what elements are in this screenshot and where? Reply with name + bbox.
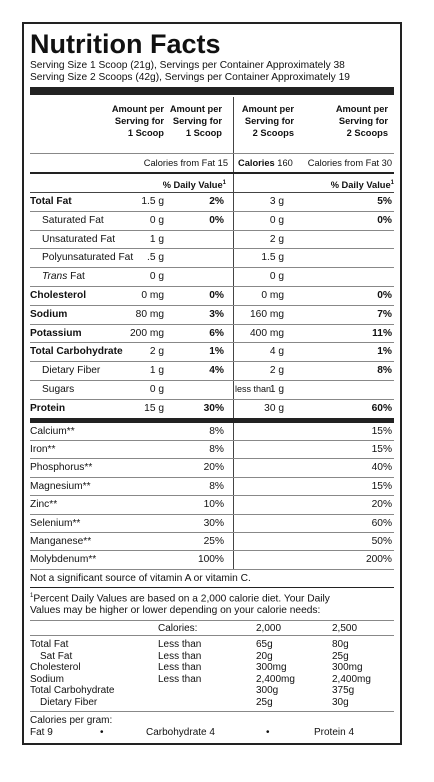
mineral-name: Phosphorus** [30, 462, 93, 474]
nutrient-amount-1: .5 g [147, 252, 164, 264]
cpg-bullet-1: • [100, 726, 104, 738]
mineral-name: Zinc** [30, 499, 58, 511]
cpg-fat: Fat 9 [30, 726, 53, 738]
dv-table-2000: 300mg [256, 662, 287, 674]
nutrient-amount-1: 0 g [149, 271, 164, 283]
dv-table-cal-2000: 2,000 [256, 623, 282, 635]
nutrient-row [30, 249, 394, 268]
dv-table-2000: 300g [256, 685, 279, 697]
nutrient-amount-2: 0 g [269, 214, 284, 226]
nutrient-amount-2: 0 mg [261, 289, 284, 301]
serving-size-2: Serving Size 2 Scoops (42g), Servings per Container Approximately 19 [30, 72, 350, 83]
nutrient-amount-1: 1 g [149, 233, 164, 245]
mineral-dv-2: 60% [371, 517, 392, 529]
header-col-2: Amount per Serving for 1 Scoop [169, 104, 222, 138]
mineral-dv-2: 50% [371, 535, 392, 547]
nutrient-name: Trans Fat [42, 271, 85, 283]
dv-table-2500: 300mg [332, 662, 363, 674]
nutrient-name: Total Fat [30, 196, 72, 207]
nutrient-amount-1: 80 mg [135, 308, 164, 320]
nutrient-amount-2: 1.5 g [261, 252, 284, 264]
mineral-dv-2: 15% [371, 480, 392, 492]
dv-table-row [30, 662, 394, 674]
mineral-name: Selenium** [30, 517, 81, 529]
nutrient-row [30, 306, 394, 325]
serving-size-1: Serving Size 1 Scoop (21g), Servings per Container Approximately 38 [30, 60, 345, 71]
nutrient-amount-1: 15 g [144, 402, 164, 414]
cpg-carbohydrate: Carbohydrate 4 [146, 726, 215, 738]
nutrient-dv-1: 4% [209, 365, 224, 377]
nutrition-label [22, 22, 402, 745]
calories-row [30, 154, 394, 174]
dv-table-row [30, 697, 394, 709]
nutrient-name: Polyunsaturated Fat [42, 252, 134, 264]
dv-table-cal-2500: 2,500 [332, 623, 358, 635]
nutrient-dv-1: 2% [209, 196, 224, 207]
nutrient-amount-1: 200 mg [130, 327, 164, 339]
mineral-row [30, 423, 394, 441]
mineral-row [30, 459, 394, 477]
nutrient-amount-2: 1 g [269, 383, 284, 395]
nutrient-row [30, 231, 394, 250]
mineral-dv-2: 40% [371, 462, 392, 474]
mineral-dv-2: 200% [365, 554, 392, 566]
dv-table-2000: 20g [256, 650, 273, 662]
mineral-name: Iron** [30, 443, 56, 455]
nutrient-amount-2: 2 g [269, 233, 284, 245]
dv-table-2500: 375g [332, 685, 355, 697]
mineral-dv-1: 8% [209, 425, 224, 437]
nutrient-amount-2-prefix: less than [235, 383, 272, 394]
dv-table-qualifier: Less than [158, 662, 202, 674]
dv-table-row [30, 651, 394, 663]
nutrient-dv-2: 0% [377, 289, 392, 301]
nutrient-name: Protein [30, 402, 66, 414]
cpg-bullet-2: • [266, 726, 270, 738]
mineral-dv-1: 8% [209, 480, 224, 492]
nutrient-name: Cholesterol [30, 289, 87, 301]
nutrient-row [30, 212, 394, 231]
mineral-row [30, 533, 394, 551]
mineral-row [30, 515, 394, 533]
mineral-row [30, 496, 394, 514]
dv-table-row [30, 685, 394, 697]
dv-table-nutrient: Total Carbohydrate [30, 685, 115, 697]
dv-table-nutrient: Dietary Fiber [40, 696, 98, 708]
mineral-name: Magnesium** [30, 480, 91, 492]
not-significant-note: Not a significant source of vitamin A or vitamin C. [30, 570, 394, 588]
nutrient-amount-1: 1 g [149, 365, 164, 377]
nutrient-dv-2: 5% [377, 196, 392, 207]
nutrient-dv-1: 30% [203, 402, 224, 414]
nutrient-dv-2: 1% [377, 346, 392, 358]
nutrient-name: Saturated Fat [42, 214, 104, 226]
nutrient-dv-1: 3% [209, 308, 224, 320]
cpg-label: Calories per gram: [30, 715, 113, 727]
nutrient-name: Potassium [30, 327, 82, 339]
dv-table-2500: 2,400mg [332, 673, 371, 685]
dv-header-right: % Daily Value$^1$ [330, 180, 394, 191]
nutrient-name: Total Carbohydrate [30, 346, 123, 358]
header-col-4: Amount per Serving for 2 Scoops [335, 104, 388, 138]
nutrient-amount-1: 2 g [149, 346, 164, 358]
calories-from-fat-2: Calories from Fat 30 [307, 158, 392, 168]
dv-table-2000: 65g [256, 639, 273, 651]
mineral-dv-1: 20% [203, 462, 224, 474]
nutrient-amount-2: 400 mg [250, 327, 284, 339]
nutrient-row [30, 381, 394, 400]
nutrient-amount-2: 2 g [269, 365, 284, 377]
vitamin-rows [30, 423, 394, 570]
nutrient-dv-2: 0% [377, 214, 392, 226]
mineral-dv-2: 15% [371, 443, 392, 455]
mineral-dv-1: 100% [197, 554, 224, 566]
dv-table-row [30, 639, 394, 651]
daily-value-header [30, 174, 394, 193]
label-title: Nutrition Facts [30, 29, 221, 59]
nutrient-amount-2: 3 g [269, 196, 284, 207]
dv-table-2500: 25g [332, 650, 349, 662]
mineral-dv-2: 15% [371, 425, 392, 437]
dv-table-2000: 2,400mg [256, 673, 295, 685]
dv-table-rows [30, 636, 394, 712]
mineral-dv-1: 10% [203, 499, 224, 511]
dv-table-nutrient: Total Fat [30, 639, 69, 651]
dv-table-row [30, 674, 394, 686]
nutrient-amount-2: 0 g [269, 271, 284, 283]
mineral-dv-1: 30% [203, 517, 224, 529]
nutrient-dv-1: 0% [209, 289, 224, 301]
nutrient-name: Dietary Fiber [42, 365, 101, 377]
dv-table-2500: 80g [332, 639, 349, 651]
nutrient-dv-2: 7% [377, 308, 392, 320]
mineral-row [30, 478, 394, 496]
nutrient-amount-1: 0 mg [141, 289, 164, 301]
header-col-3: Amount per Serving for 2 Scoops [241, 104, 294, 138]
nutrient-amount-2: 30 g [264, 402, 284, 414]
mineral-name: Calcium** [30, 425, 75, 437]
nutrient-dv-1: 1% [209, 346, 224, 358]
nutrient-amount-2: 4 g [269, 346, 284, 358]
nutrient-dv-1: 0% [209, 214, 224, 226]
nutrient-dv-1: 6% [209, 327, 224, 339]
nutrient-row [30, 400, 394, 418]
dv-table-qualifier: Less than [158, 673, 202, 685]
dv-table-nutrient: Cholesterol [30, 662, 81, 674]
mineral-row [30, 551, 394, 569]
nutrient-name: Unsaturated Fat [42, 233, 116, 245]
nutrient-amount-1: 0 g [149, 214, 164, 226]
nutrient-row [30, 287, 394, 306]
dv-table-nutrient: Sat Fat [40, 650, 73, 662]
dv-table-2500: 30g [332, 696, 349, 708]
mineral-dv-2: 20% [371, 499, 392, 511]
nutrient-name: Sugars [42, 383, 75, 395]
dv-header-left: % Daily Value$^1$ [162, 180, 226, 191]
dv-table-nutrient: Sodium [30, 673, 64, 685]
dv-table-qualifier: Less than [158, 639, 202, 651]
nutrient-row [30, 362, 394, 381]
daily-value-table [30, 621, 394, 636]
header-col-1: Amount per Serving for 1 Scoop [111, 104, 164, 138]
calories-from-fat-1: Calories from Fat 15 [143, 158, 228, 168]
calories-per-gram [30, 712, 394, 741]
column-headers [30, 97, 394, 154]
nutrient-name: Sodium [30, 308, 68, 320]
nutrient-dv-2: 8% [377, 365, 392, 377]
mineral-row [30, 441, 394, 459]
nutrient-row [30, 343, 394, 362]
footnote: $^1$Percent Daily Values are based on a 2,000 calorie diet. Your Daily Values may be higher or lower depending on your calorie needs: [30, 588, 394, 622]
nutrient-rows [30, 193, 394, 418]
mineral-name: Molybdenum** [30, 554, 97, 566]
nutrient-row [30, 325, 394, 344]
nutrient-row [30, 268, 394, 287]
calories-total-2: Calories 160 [238, 158, 293, 168]
cpg-protein: Protein 4 [314, 726, 355, 738]
mineral-dv-1: 25% [203, 535, 224, 547]
dv-table-qualifier: Less than [158, 650, 202, 662]
nutrient-amount-2: 160 mg [250, 308, 284, 320]
dv-table-calories-label: Calories: [158, 623, 198, 635]
nutrient-amount-1: 1.5 g [141, 196, 164, 207]
mineral-name: Manganese** [30, 535, 92, 547]
dv-table-2000: 25g [256, 696, 273, 708]
nutrient-row [30, 193, 394, 212]
nutrient-amount-1: 0 g [149, 383, 164, 395]
thick-divider [30, 87, 394, 95]
nutrient-dv-2: 60% [371, 402, 392, 414]
nutrient-dv-2: 11% [372, 327, 392, 339]
mineral-dv-1: 8% [209, 443, 224, 455]
